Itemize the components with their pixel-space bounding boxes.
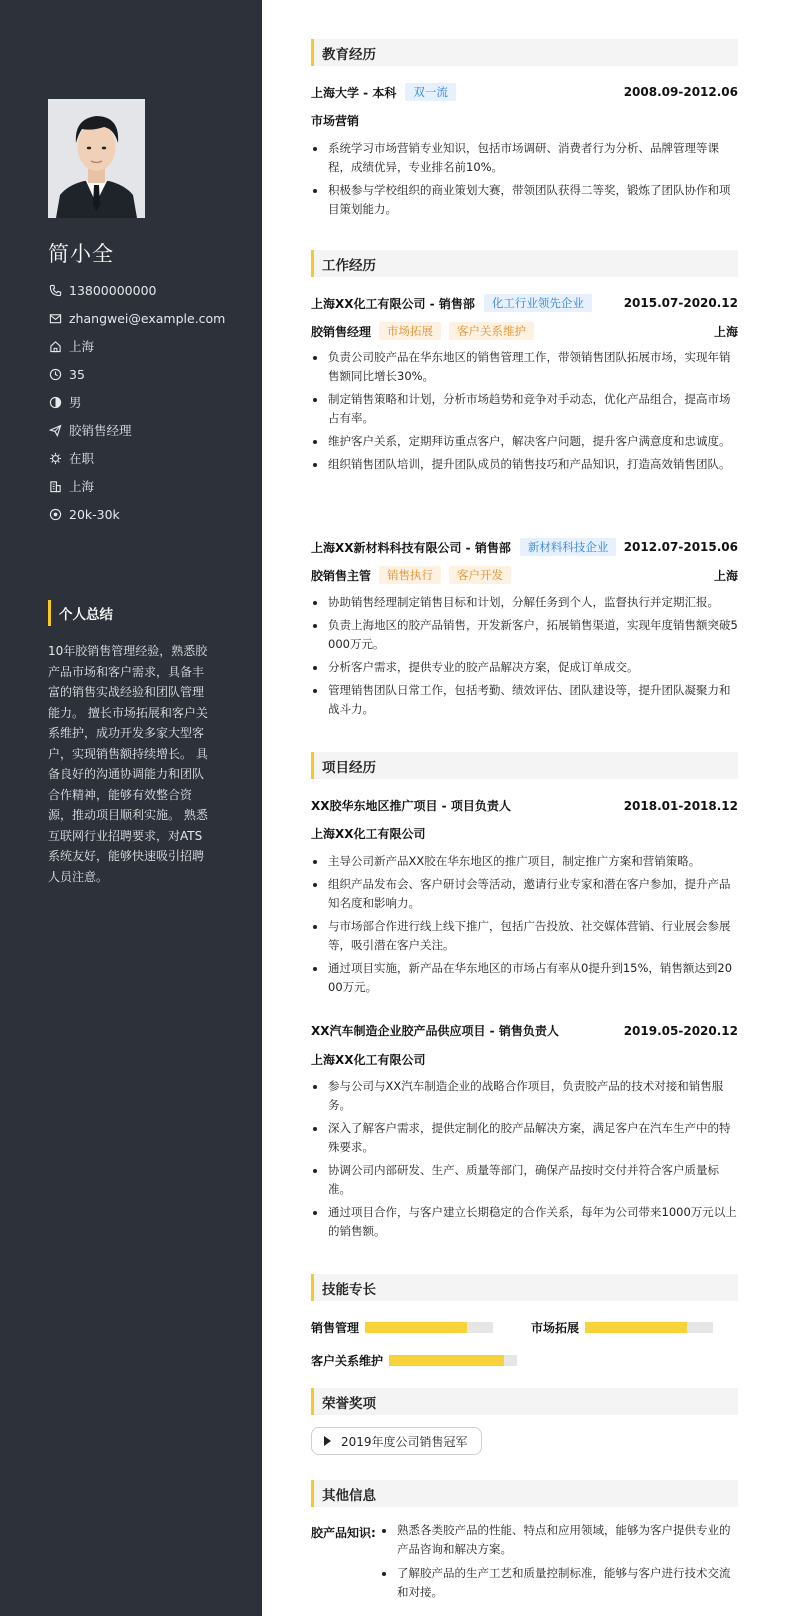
project-bullets [311, 1077, 738, 1245]
sidebar [0, 0, 262, 1616]
skill-tag: 客户开发 [449, 566, 511, 584]
section-title-work: 工作经历 [311, 250, 738, 277]
skill-tag: 销售执行 [379, 566, 441, 584]
project-date: 2018.01-2018.12 [623, 798, 738, 813]
info-status [48, 444, 225, 472]
list-item: 负责上海地区的胶产品销售，开发新客户，拓展销售渠道，实现年度销售额突破5000万元。 [311, 616, 738, 654]
info-age [48, 360, 225, 388]
send-icon [48, 423, 62, 437]
list-item: 制定销售策略和计划，分析市场趋势和竞争对手动态，优化产品组合，提高市场占有率。 [311, 390, 738, 428]
info-gender [48, 388, 225, 416]
list-item: 协调公司内部研发、生产、质量等部门，确保产品按时交付并符合客户质量标准。 [311, 1161, 738, 1199]
list-item: 深入了解客户需求，提供定制化的胶产品解决方案，满足客户在汽车生产中的特殊要求。 [311, 1119, 738, 1157]
skill-tag: 市场拓展 [379, 322, 441, 340]
salary-icon [48, 507, 62, 521]
education-date: 2008.09-2012.06 [623, 85, 738, 99]
list-item: 熟悉各类胶产品的性能、特点和应用领域，能够为客户提供专业的产品咨询和解决方案。 [380, 1521, 738, 1559]
info-phone [48, 276, 225, 304]
job-date: 2015.07-2020.12 [623, 296, 738, 310]
project-header [311, 1022, 738, 1039]
job-date: 2012.07-2015.06 [623, 540, 738, 554]
skill-tag: 客户关系维护 [449, 322, 534, 340]
skill-item [311, 1352, 517, 1369]
project-name: XX胶华东地区推广项目 - 项目负责人 [311, 799, 511, 813]
job-city: 上海 [713, 568, 738, 583]
company-tag: 化工行业领先企业 [484, 294, 592, 312]
skill-name: 客户关系维护 [311, 1354, 384, 1368]
education-header [311, 83, 738, 101]
info-position [48, 416, 225, 444]
project-name: XX汽车制造企业胶产品供应项目 - 销售负责人 [311, 1024, 559, 1038]
section-title-other: 其他信息 [311, 1480, 738, 1507]
school-name: 上海大学 - 本科 [311, 85, 397, 100]
list-item: 了解胶产品的生产工艺和质量控制标准，能够与客户进行技术交流和对接。 [380, 1564, 738, 1602]
section-title-education: 教育经历 [311, 39, 738, 66]
list-item: 积极参与学校组织的商业策划大赛，带领团队获得二等奖，锻炼了团队协作和项目策划能力。 [311, 181, 738, 219]
job-role: 胶销售经理 [311, 324, 372, 339]
job-city: 上海 [713, 324, 738, 339]
mail-icon [48, 311, 62, 325]
info-location [48, 332, 225, 360]
award-text: 2019年度公司销售冠军 [341, 1434, 468, 1449]
list-item: 维护客户关系，定期拜访重点客户，解决客户问题，提升客户满意度和忠诚度。 [311, 432, 738, 451]
avatar-portrait-icon [48, 99, 145, 218]
skill-bar-fill [389, 1355, 504, 1366]
info-text: zhangwei@example.com [69, 310, 226, 326]
summary-title: 个人总结 [48, 600, 113, 626]
summary-text: 10年胶销售管理经验，熟悉胶产品市场和客户需求，具备丰富的销售实战经验和团队管理能力。 擅长市场拓展和客户关系维护，成功开发多家大型客户，实现销售额持续增长。 具备良好的沟通协调能力和团队合作精神，能够有效整合资源，推动项目顺利实施。 熟悉互联网行业招聘要求，对ATS系统友好，能够快速吸引招聘人员注意。 [48, 644, 208, 884]
education-bullets [311, 139, 738, 223]
info-text: 35 [69, 366, 85, 382]
section-title-skills: 技能专长 [311, 1274, 738, 1301]
list-item: 管理销售团队日常工作，包括考勤、绩效评估、团队建设等，提升团队凝聚力和战斗力。 [311, 681, 738, 719]
list-item: 参与公司与XX汽车制造企业的战略合作项目，负责胶产品的技术对接和销售服务。 [311, 1077, 738, 1115]
play-triangle-icon [324, 1436, 331, 1446]
info-text: 13800000000 [69, 282, 157, 298]
job-bullets [311, 348, 738, 478]
skill-bar [365, 1322, 493, 1333]
project-header [311, 797, 738, 814]
list-item: 组织产品发布会、客户研讨会等活动，邀请行业专家和潜在客户参加，提升产品知名度和影响力。 [311, 875, 738, 913]
job-company: 上海XX新材料科技有限公司 - 销售部 [311, 540, 511, 555]
skill-item [531, 1319, 713, 1336]
list-item: 负责公司胶产品在华东地区的销售管理工作，带领销售团队拓展市场，实现年销售额同比增长30%。 [311, 348, 738, 386]
other-bullets [380, 1521, 738, 1607]
home-icon [48, 339, 62, 353]
list-item: 主导公司新产品XX胶在华东地区的推广项目，制定推广方案和营销策略。 [311, 852, 738, 871]
info-email [48, 304, 225, 332]
building-icon [48, 479, 62, 493]
skill-bar [585, 1322, 713, 1333]
education-major: 市场营销 [311, 114, 360, 128]
avatar [48, 99, 145, 218]
job-header [311, 538, 738, 556]
job-company: 上海XX化工有限公司 - 销售部 [311, 296, 475, 311]
status-icon [48, 451, 62, 465]
job-header [311, 294, 738, 312]
project-company: 上海XX化工有限公司 [311, 1053, 426, 1067]
company-tag: 新材料科技企业 [520, 538, 617, 556]
skill-bar-fill [365, 1322, 467, 1333]
info-salary [48, 500, 225, 528]
section-title-awards: 荣誉奖项 [311, 1388, 738, 1415]
skill-name: 市场拓展 [531, 1321, 580, 1335]
list-item: 与市场部合作进行线上线下推广，包括广告投放、社交媒体营销、行业展会参展等，吸引潜在客户关注。 [311, 917, 738, 955]
info-text: 男 [69, 395, 82, 410]
project-company: 上海XX化工有限公司 [311, 827, 426, 841]
list-item: 分析客户需求，提供专业的胶产品解决方案，促成订单成交。 [311, 658, 738, 677]
skill-item [311, 1319, 493, 1336]
info-text: 胶销售经理 [69, 423, 132, 438]
list-item: 组织销售团队培训，提升团队成员的销售技巧和产品知识，打造高效销售团队。 [311, 455, 738, 474]
job-role: 胶销售主管 [311, 568, 372, 583]
job-role-row [311, 566, 738, 584]
info-city [48, 472, 225, 500]
award-badge [311, 1427, 482, 1455]
phone-icon [48, 283, 62, 297]
skill-name: 销售管理 [311, 1321, 360, 1335]
gender-icon [48, 395, 62, 409]
school-tag: 双一流 [405, 83, 456, 101]
clock-icon [48, 367, 62, 381]
list-item: 通过项目实施，新产品在华东地区的市场占有率从0提升到15%，销售额达到2000万元。 [311, 959, 738, 997]
project-bullets [311, 852, 738, 1001]
candidate-name: 简小全 [48, 242, 114, 266]
info-text: 在职 [69, 451, 95, 466]
info-text: 上海 [69, 479, 95, 494]
list-item: 协助销售经理制定销售目标和计划，分解任务到个人，监督执行并定期汇报。 [311, 593, 738, 612]
skill-bar-fill [585, 1322, 687, 1333]
section-title-projects: 项目经历 [311, 752, 738, 779]
info-text: 上海 [69, 339, 95, 354]
skill-bar [389, 1355, 517, 1366]
list-item: 通过项目合作，与客户建立长期稳定的合作关系，每年为公司带来1000万元以上的销售额。 [311, 1203, 738, 1241]
job-bullets [311, 593, 738, 723]
project-date: 2019.05-2020.12 [623, 1023, 738, 1038]
job-role-row [311, 322, 738, 340]
list-item: 系统学习市场营销专业知识，包括市场调研、消费者行为分析、品牌管理等课程，成绩优异，专业排名前10%。 [311, 139, 738, 177]
info-text: 20k-30k [69, 506, 120, 522]
contact-info-list [48, 276, 225, 528]
other-label: 胶产品知识: [311, 1526, 376, 1540]
